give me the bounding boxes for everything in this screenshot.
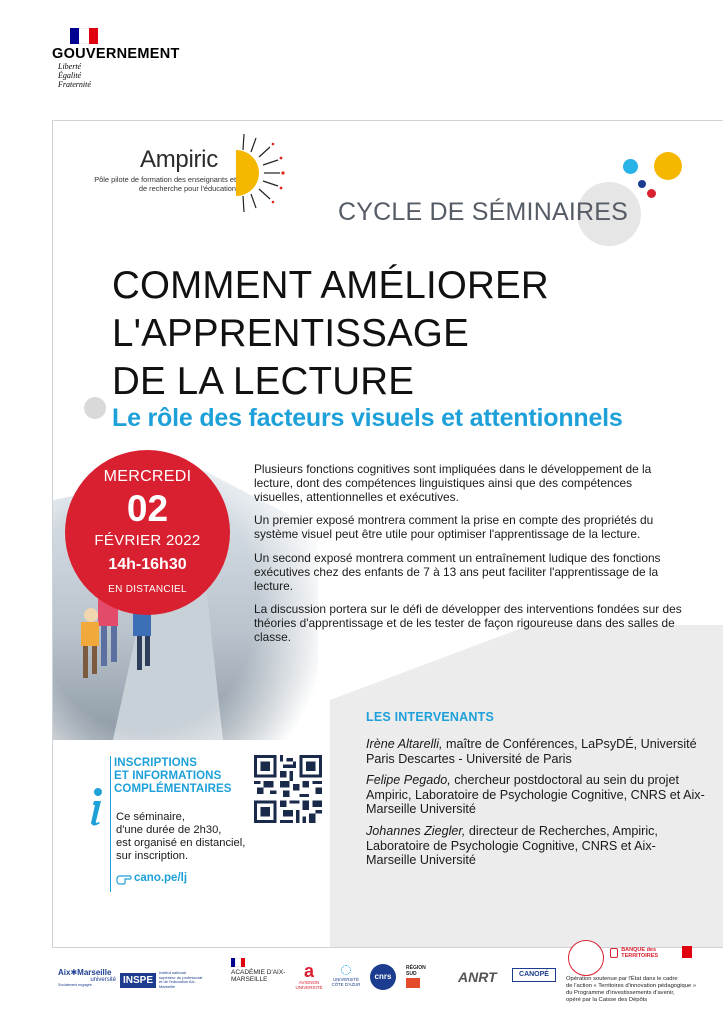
speaker-details: directeur de Recherches, Ampiric, Laboratoire de Psychologie Cognitive, CNRS et Aix-Marseille Université [366,823,658,868]
info-icon [85,787,107,827]
motto-fraternite: Fraternité [58,80,91,89]
footer-line-3: du Programme d'investissements d'avenir, [566,990,675,996]
caisse-depots-icon [682,946,692,958]
registration-link[interactable]: cano.pe/lj [134,872,188,884]
footer-line-1: Opération soutenue par l'État dans le cadre [566,976,678,982]
inscriptions-text-line-1: Ce séminaire, [116,811,186,823]
decor-dot-blue [623,159,638,174]
academie-flag-icon [231,958,245,967]
inspe-logo-sub: Institut national supérieur du professorat et de l'éducation Aix-Marseille [159,970,203,989]
date-day: 02 [126,488,169,529]
footer-line-4: opéré par la Caisse des Dépôts [566,997,648,1003]
avignon-mark-icon: a [303,961,314,981]
info-divider [110,756,111,892]
subtitle: Le rôle des facteurs visuels et attentionnels [112,404,623,432]
decor-dot-darkblue [638,180,646,188]
avignon-logo-text: AVIGNON UNIVERSITÉ [295,980,323,990]
ampiric-tagline: Pôle pilote de formation des enseignants et de recherche pour l'éducation [94,175,236,193]
description-paragraph-3: Un second exposé montrera comment un entraînement ludique des fonctions exécutives chez des enfants de 7 à 13 ans peut faciliter l'apprentissage de la lecture. [254,550,661,593]
avignon-logo [290,962,328,990]
cote-azur-mark-icon [341,965,351,975]
date-weekday: MERCREDI [103,468,192,485]
decor-dot-grey-small [84,397,106,419]
cnrs-logo: cnrs [370,964,396,990]
date-mode: EN DISTANCIEL [108,584,187,595]
cote-azur-logo-text: UNIVERSITÉ CÔTE D'AZUR [331,977,361,987]
decor-dot-yellow [654,152,682,180]
france-2030-seal [568,940,604,976]
speaker-item [366,824,706,868]
aix-marseille-logo-tag: Socialement engagée [58,983,92,987]
inscriptions-title-line-1: INSCRIPTIONS [114,757,197,769]
date-time: 14h-16h30 [108,556,187,573]
description-paragraph-2: Un premier exposé montrera comment la prise en compte des propriétés du système visuel peut être utile pour optimiser l'apprentissage de la lecture. [254,513,654,542]
motto-egalite: Égalité [58,71,82,80]
description [254,463,684,655]
aix-marseille-logo-sub: université [90,977,116,983]
inscriptions-title-line-2: ET INFORMATIONS [114,770,222,782]
inscriptions-text-line-4: sur inscription. [116,850,189,862]
cycle-heading: CYCLE DE SÉMINAIRES [338,198,628,226]
speaker-details: maître de Conférences, LaPsyDÉ, Université Paris Descartes - Université de Paris [366,737,697,766]
frame-top-line [52,120,723,121]
inspe-logo-text: INSPE [120,973,156,988]
cote-azur-logo [330,965,362,987]
description-paragraph-1: Plusieurs fonctions cognitives sont impliquées dans le développement de la lecture, dont des compétences linguistiques ainsi que des compétences visuelles, attentionnelles et exécutives. [254,462,652,504]
academie-logo [231,958,289,983]
speaker-item [366,773,706,817]
speaker-name: Irène Altarelli, [366,737,443,751]
region-sud-logo [406,966,432,988]
speaker-details: chercheur postdoctoral au sein du projet Ampiric, Laboratoire de Psychologie Cognitive, CNRS et Aix-Marseille Université [366,773,705,817]
speaker-item [366,737,706,766]
inscriptions-text-line-3: est organisé en distanciel, [116,837,246,849]
banque-territoires-logo [610,947,678,959]
motto-liberte: Liberté [58,62,82,71]
speakers-list [366,737,706,875]
speaker-name: Johannes Ziegler, [366,823,466,838]
inscriptions-text-line-2: d'une durée de 2h30, [116,824,222,836]
title-line-2: L'APPRENTISSAGE [112,312,469,355]
speakers-title: LES INTERVENANTS [366,710,494,724]
academie-logo-text: ACADÉMIE D'AIX-MARSEILLE [231,969,286,983]
main-title [112,262,549,406]
inscriptions-text [116,811,266,863]
ampiric-logo-name: Ampiric [140,146,218,173]
speaker-name: Felipe Pegado, [366,773,451,788]
description-paragraph-4: La discussion portera sur le défi de développer des interventions fondées sur des théories d'apprentissage et de les tester de façon rigoureuse dans des salles de classe. [254,602,682,644]
pointing-hand-icon [116,873,132,885]
footer-line-2: de l'action « Territoires d'innovation pédagogique » [566,983,697,989]
anrt-logo: ANRT [458,969,497,985]
region-sud-logo-text: RÉGION SUD [406,965,426,977]
aix-marseille-logo [58,968,116,987]
qr-code[interactable] [254,755,322,823]
decor-dot-red [647,189,656,198]
french-flag-icon [70,28,98,44]
title-line-3: DE LA LECTURE [112,360,415,403]
date-badge [65,450,230,615]
inspe-logo [120,970,220,990]
region-sud-mark-icon [406,978,420,988]
title-line-1: COMMENT AMÉLIORER [112,264,549,307]
aix-marseille-logo-name: Aix✱Marseille [58,968,112,977]
canope-logo: CANOPÉ [512,968,556,982]
inscriptions-title [114,757,232,796]
inscriptions-title-line-3: COMPLÉMENTAIRES [114,783,232,795]
date-month-year: FÉVRIER 2022 [94,532,201,549]
republic-motto [58,62,91,89]
ampiric-sun-icon [230,130,286,216]
footer-sponsor-text [566,976,716,1004]
banque-logo-text: BANQUE des TERRITOIRES [621,947,659,959]
banque-hexagon-icon [610,948,618,958]
government-label: GOUVERNEMENT [52,46,180,62]
